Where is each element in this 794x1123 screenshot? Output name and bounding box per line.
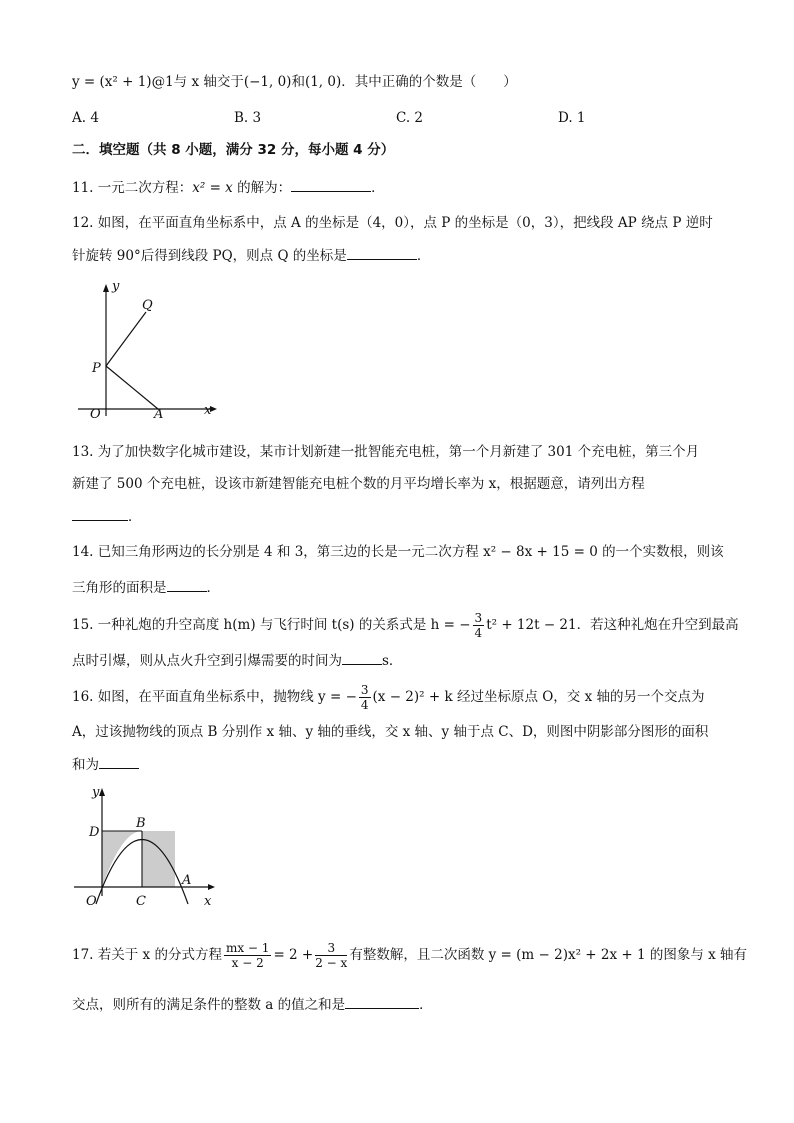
q14-answer-blank bbox=[167, 577, 207, 592]
q17-f1-den: x − 2 bbox=[231, 956, 264, 970]
q12-label-y: y bbox=[112, 279, 120, 294]
q11-suffix: 的解为： bbox=[232, 180, 292, 196]
question-11: 11. 一元二次方程：x² = x 的解为： ． bbox=[72, 177, 385, 198]
shaded-region-left bbox=[102, 831, 142, 887]
q12-line2: 针旋转 90°后得到线段 PQ，则点 Q 的坐标是 bbox=[72, 248, 347, 264]
q17-part2: 有整数解，且二次函数 y = (m − 2)x² + 2x + 1 的图象与 x 轴有 bbox=[349, 947, 748, 963]
q15-frac-num: 3 bbox=[474, 611, 483, 625]
q16-part1: 16. 如图，在平面直角坐标系中，抛物线 y = − bbox=[72, 689, 357, 705]
q12-line1: 12. 如图，在平面直角坐标系中，点 A 的坐标是（4，0），点 P 的坐标是（0，3），把线段 AP 绕点 P 逆时 bbox=[72, 215, 713, 231]
q17-fraction-2 bbox=[315, 941, 347, 970]
q15-line2-prefix: 点时引爆，则从点火升空到引爆需要的时间为 bbox=[72, 653, 342, 669]
q12-label-q: Q bbox=[142, 298, 153, 313]
q12-answer-blank bbox=[347, 245, 417, 260]
question-17-line1 bbox=[72, 938, 747, 972]
q16-fraction bbox=[359, 683, 371, 712]
q16-answer-blank bbox=[99, 754, 139, 769]
q16-label-o: O bbox=[86, 894, 97, 909]
question-15-line2 bbox=[72, 650, 402, 671]
section-heading: 二．填空题（共 8 小题，满分 32 分，每小题 4 分） bbox=[72, 142, 395, 158]
q13-line1: 13. 为了加快数字化城市建设，某市计划新建一批智能充电桩，第一个月新建了 301 个充电桩，第三个月 bbox=[72, 444, 700, 460]
q17-f2-num: 3 bbox=[315, 941, 347, 956]
q17-mid: = 2 + bbox=[273, 947, 314, 963]
option-c: C. 2 bbox=[396, 110, 424, 126]
q15-fraction bbox=[473, 611, 485, 640]
q17-line2: 交点，则所有的满足条件的整数 a 的值之和是 bbox=[72, 997, 346, 1013]
q12-label-o: O bbox=[90, 407, 101, 422]
q16-frac-num: 3 bbox=[360, 683, 369, 697]
q15-answer-blank bbox=[342, 650, 382, 665]
q17-answer-blank bbox=[345, 994, 419, 1009]
question-17-line2: 交点，则所有的满足条件的整数 a 的值之和是 ． bbox=[72, 994, 433, 1015]
q16-label-y: y bbox=[92, 785, 100, 800]
q12-label-a: A bbox=[154, 407, 164, 422]
question-16-line1 bbox=[72, 682, 705, 712]
q11-answer-blank bbox=[291, 177, 371, 192]
q16-label-d: D bbox=[89, 825, 100, 840]
option-d: D. 1 bbox=[558, 110, 586, 126]
q11-prefix: 11. 一元二次方程： bbox=[72, 180, 193, 196]
q13-line2: 新建了 500 个充电桩，设该市新建智能充电桩个数的月平均增长率为 x，根据题意，请列出方程 bbox=[72, 476, 645, 492]
q12-label-p: P bbox=[92, 361, 101, 376]
q15-part1: 15. 一种礼炮的升空高度 h(m) 与飞行时间 t(s) 的关系式是 h = − bbox=[72, 617, 471, 633]
q17-part1: 17. 若关于 x 的分式方程 bbox=[72, 947, 222, 963]
q15-frac-den: 4 bbox=[474, 626, 483, 640]
question-15-line1 bbox=[72, 610, 739, 640]
option-a: A. 4 bbox=[72, 110, 99, 126]
q12-y-arrow bbox=[103, 284, 109, 292]
q14-line2: 三角形的面积是 bbox=[72, 580, 167, 596]
q15-part2: t² + 12t − 21．若这种礼炮在升空到最高 bbox=[486, 617, 739, 633]
q16-label-c: C bbox=[136, 894, 146, 909]
q14-line1: 14. 已知三角形两边的长分别是 4 和 3，第三边的长是一元二次方程 x² − 8x + 15 = 0 的一个实数根，则该 bbox=[72, 544, 724, 560]
q12-figure bbox=[72, 278, 222, 423]
question-14-line2: 三角形的面积是 ． bbox=[72, 577, 220, 598]
q16-y-arrow bbox=[99, 788, 105, 796]
q12-label-x: x bbox=[204, 403, 212, 418]
q17-f1-num: mx − 1 bbox=[225, 941, 270, 955]
q16-label-x: x bbox=[204, 894, 212, 909]
q13-answer-blank bbox=[72, 506, 128, 521]
question-12-line2: 针旋转 90°后得到线段 PQ，则点 Q 的坐标是 ． bbox=[72, 245, 430, 266]
q16-figure bbox=[72, 784, 222, 912]
segment-pq bbox=[106, 312, 146, 366]
shaded-region-right bbox=[142, 831, 175, 887]
q10-statement-tail: y = (x² + 1)@1与 x 轴交于(−1, 0)和(1, 0)．其中正确的个数是（ ） bbox=[72, 74, 517, 90]
question-13-blank-line: ． bbox=[72, 506, 142, 527]
q16-x-arrow bbox=[208, 884, 215, 890]
segment-pa bbox=[106, 366, 158, 409]
q11-equation: x² = x bbox=[192, 180, 233, 196]
q16-line3: 和为 bbox=[72, 757, 99, 773]
q15-line2-suffix: s． bbox=[382, 653, 403, 669]
q16-line2: A，过该抛物线的顶点 B 分别作 x 轴、y 轴的垂线，交 x 轴、y 轴于点 C、D，则图中阴影部分图形的面积 bbox=[72, 724, 709, 740]
q16-part2: (x − 2)² + k 经过坐标原点 O，交 x 轴的另一个交点为 bbox=[372, 689, 705, 705]
q16-label-a: A bbox=[182, 873, 192, 888]
q16-frac-den: 4 bbox=[360, 698, 369, 712]
question-16-line3 bbox=[72, 754, 139, 775]
q17-fraction-1 bbox=[224, 941, 271, 970]
q17-f2-den: 2 − x bbox=[315, 956, 348, 970]
option-b: B. 3 bbox=[234, 110, 262, 126]
q16-label-b: B bbox=[136, 816, 146, 831]
